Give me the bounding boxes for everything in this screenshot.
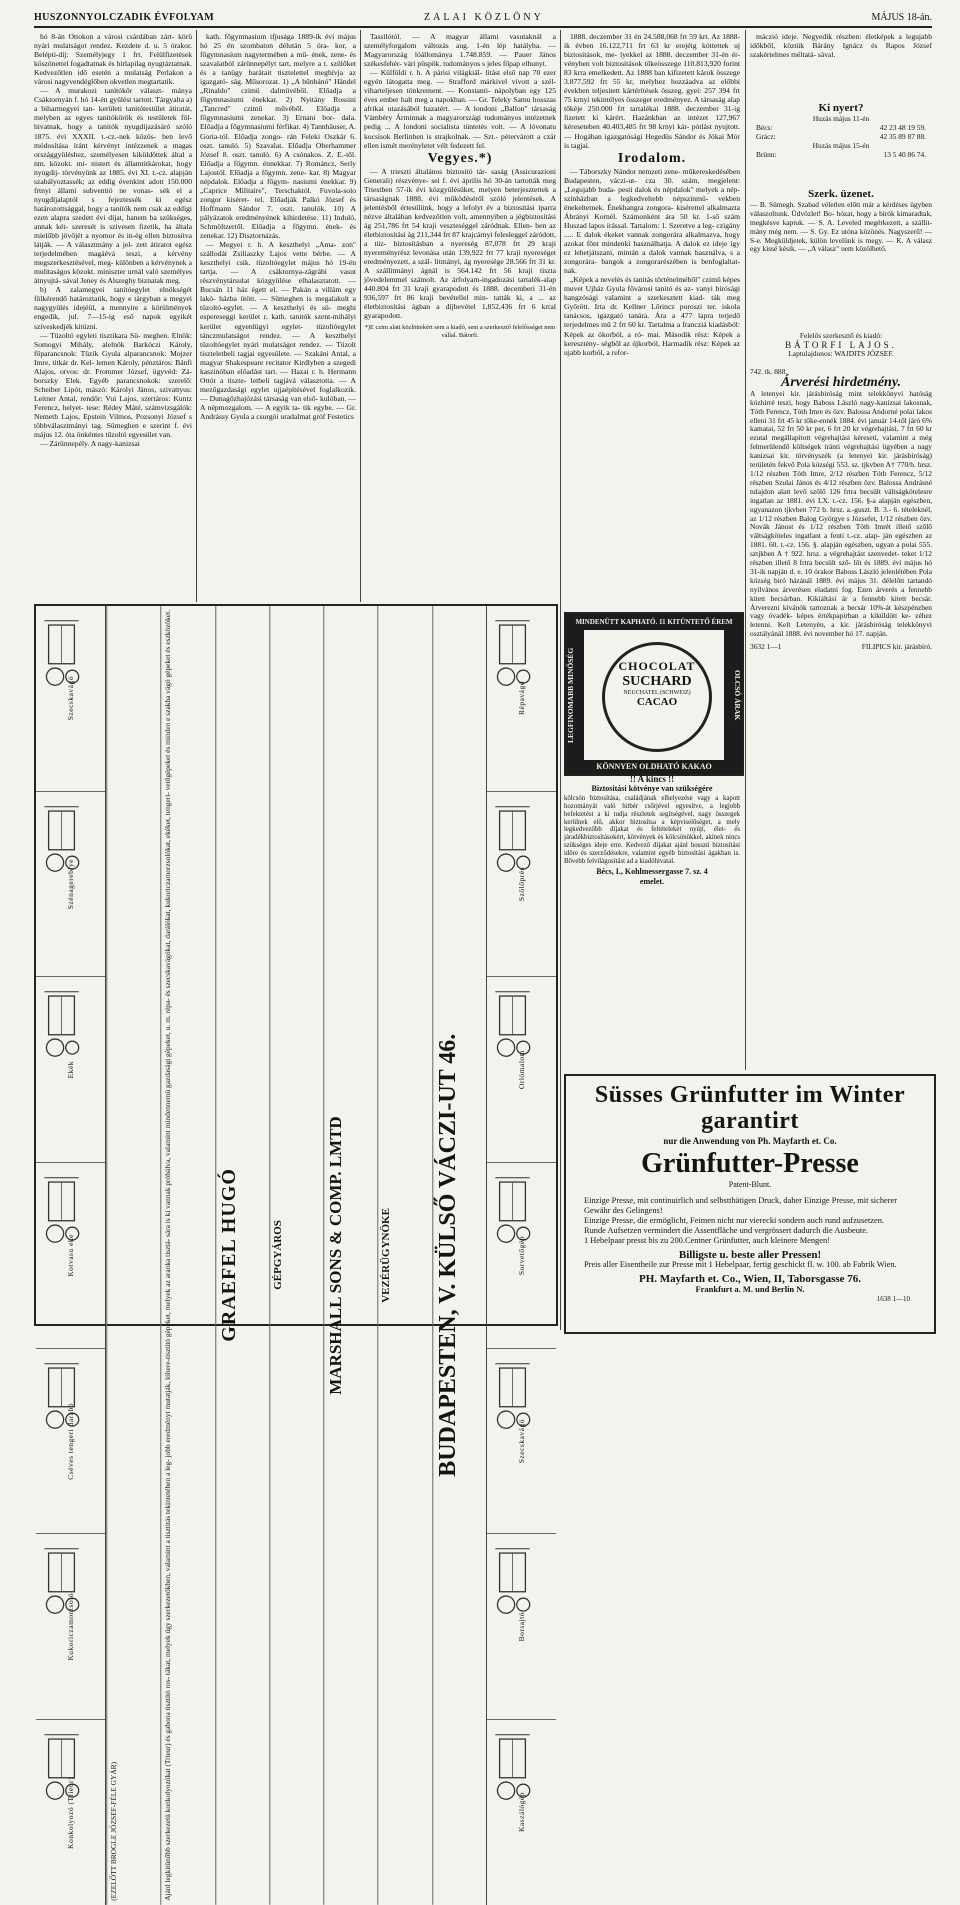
- editor-messages-body: — B. Sümegh. Szabad véletlen előtt már a kérdéses ügyben válaszoltunk. Üdvözlet! Bo- hózat, hogy a bírók kimaradtak, megkésve kaptuk. — S. A. Leveled megérkezett, a szállit- mány még nem. — S. Gy. Ez utóna közönés. Nagyszerű! — S-e. Megküldjetek, külön levelünk is megy. — K. A válasz egy kissé késik. — „A válasz" nem közölhető.: [750, 199, 932, 254]
- grun-body-4: 1 Hebelpaar presst bis zu 200.Centner Grünfutter, auch kleinere Mengen!: [584, 1236, 830, 1245]
- machine-illustration: [36, 1163, 105, 1349]
- suchard-top-banner: MINDENÜTT KAPHATÓ. 11 KITÜNTETŐ ÉREM: [566, 614, 742, 630]
- advertisement-center: [106, 606, 486, 1905]
- machine-illustration: [487, 1163, 556, 1349]
- editor-messages-title: Szerk. üzenet.: [808, 188, 874, 200]
- article-column-1: [34, 32, 192, 602]
- grun-firm: PH. Mayfarth et. Co., Wien, II, Taborsgasse 76.: [638, 1273, 862, 1285]
- issue-date: MÁJUS 18-án.: [871, 12, 932, 23]
- paragraph: — Táborszky Nándor nemzeti zene- műkereskedésében Budapesten, váczi-ut- cza 30. szám, megjelent: „Legujabb buda- pesti dalok és népdalok" melyek a nép- színházban a legkedveltebb népszinmü- vekben énekeltetnek. Énekhangra zongora- kisérettel alkalmazta Ábrányi Kornél. Számonként ára 50 kr. 1-ső szám Huszad lapos írással. Tartalom: 1. Szeretve a leg- czigány ..... E dalok ékeket vannak zongorára alkalmazva, hogy azokat fönt mindenki használhatja. A dalok ez ideje így ez lehetjátszani, mintán a dalok vannak használva, s a zongorára- bangok a zongorarészében is benfoglaltat- nak.: [564, 166, 740, 276]
- article-column-2: [200, 32, 356, 602]
- paragraph: — Külföldi r. h. A párisi világkiál- litást első nap 70 ezer egyén látogatta meg. — Strafford márkivel vívott a szél- viharteljesen tönkrement. — Konstanti- nápolyban egy 125 éves ember halt meg a napokban. — Gr. Teleky Samu hosszas afrikai utazásából hazatért. — A londoni „Ballon" társaság Vámbéry Árminnak a magyarországi tudományos intézetnek pedig ... A londoni socialista tüntetés volt. — A lóvonatu kocsisok Berlinben is strajkolnak. — Szt.- pétervárott a czár ellen ismét merényletet vélt fedezett fel.: [364, 68, 556, 150]
- machine-label: Répavágó: [517, 681, 526, 716]
- draw-row: Bécs: 42 23 48 19 59.: [756, 122, 926, 132]
- machine-label: Borsajtó: [517, 1612, 526, 1642]
- machine-illustration: [36, 606, 105, 792]
- notice-signature: 3632 1—1 FILIPICS kir. járásbíró.: [750, 642, 932, 652]
- machine-illustration: [487, 1349, 556, 1535]
- column-divider: [745, 30, 746, 1070]
- column-divider: [196, 30, 197, 602]
- article-column-3: [364, 32, 556, 602]
- section-heading-vegyes: Vegyes.*): [427, 150, 493, 166]
- lottery-title: Ki nyert?: [818, 102, 864, 114]
- machine-sketch-icon: [491, 1538, 534, 1624]
- machine-label: Szecskavágó: [517, 1418, 526, 1464]
- auction-notice: [750, 368, 932, 838]
- machine-sketch-icon: [40, 981, 83, 1067]
- insurance-ad-address: Bécs, I., Kohlmessergasse 7. sz. 4: [596, 866, 708, 876]
- editor-name: BÁTORFI LAJOS.: [785, 339, 897, 350]
- machinery-advertisement: [34, 604, 558, 1901]
- insurance-ad-title: Biztositási kötvénye van szükségére: [591, 783, 713, 793]
- machine-sketch-icon: [491, 981, 534, 1067]
- grunfutter-advertisement: [564, 1074, 936, 1334]
- grun-code: 1638 1—10: [876, 1295, 910, 1303]
- machine-illustration: [36, 977, 105, 1163]
- machine-illustration: [487, 1720, 556, 1905]
- machine-illustration: [487, 606, 556, 792]
- grun-headline: Süsses Grünfutter im Winter garantirt: [594, 1082, 906, 1134]
- machine-sketch-icon: [40, 610, 83, 696]
- paragraph: — Tüzoltó egyleti tisztikara Sü- meghen. Elnök: Somogyi Mihály, alelnök Barkóczi Károly, főparancsnok: Tüzik Gyula alparancsnok: Mojzer Imre, titkár dr. Kel- lemen Károly, pénztáros: Bánfi Alajos, orvos: dr. Frommer József, ügyvéd: Zá- borszky Elek. Egyéb parancsnokok: szerelő: Scheiber Lipót, mászó: Károlyi János, szivattyus: Leitner Antal, rendőr: Vui Lajos, szertáros: Kuntz Ferencz, helyet- tese: Rédey Máté, számvizsgálók: Nemeth Lajos, Epstein Vilmos, Pozsonyi József s többválasztmányi tag. Sümeghen e szerint f. évi május 12. óta önkéntes tűzoltó egyesület van.: [34, 330, 192, 440]
- paragraph: „Képek a nevelés és tanitás történelméből" czimü képes muvet Ujház Gyula fővárosi tanitó és az- vanyi bírósági hangzósági valamint a szerkesztett kiad- ták meg Győrött. Irta dr. Kellner Lőrincz poroszi ter. iskola tanácsos, igazgató tanára. Ára a 477 lapra terjedő terjedelmes mű 2 frt 60 kr. Tartalma a francziá kiadásból: Képek az ókorból, a ró- mai. Második rész: Képek a keresztény- ségből az újkorból, Harmadik rész: Képek az ujabb korból, a refor-: [564, 275, 740, 357]
- insurance-ad-body: kölcsön biztosítása, családjának elhelyezése vagy a kapott hozományát való hitbér csőrjével egyesítve, a legjobb befektetést a ki tudja részletek segítségével, nagy összegek kerülnek elő, akkor biztosítsa a képviselőséget, a mely legkedvezőbb díjakat és feltételeket nyújt, élet- és járadékbiztosításokért, kötvények és kölcsönökkel, akinek nincs szükséges ideje erre. Kedvező díjakat ajánl hosszú biztosítási időre és szerződésekre, valamint egyéb biztosítási ágakban is. Bővebb felvilágosítást ad a kiadóhivatal.: [564, 794, 740, 866]
- paragraph: kath. főgymnasium ifjusága 1889-ik évi május hó 25 én szombaton délután 5 óra- kor, a főgymnasium nagytermében a mű- ének, zene- és szavalatból zárünnepélyt tart, melyre a t. szülőket és a tanügy barátait tisztelettel meghívja az igazgató- ság. Műsorozat. 1) „A bűnbánó" Händel „Rinaldo" czimü dalmüvéből. Előadja a főgymnasiumi énekkar. 2) Nyitány Rossini „Tancred" czimű művéből. Előadja a főgymnasiumi zenekar. 3) Ernani bor- dala. Előadja a főgymnasiumi férfikar. 4) Tannhäuser, A. Goria-tól. Előadja zongo- rán Feleki Oszkár 6. oszt. tanuló. 5) Szavalat. Előadja Oberhammer József 8. oszt. tanuló. 6) A csónakos. Z. E.-től. Előadja a főgymn. énnekkar. 7) Románcz, Serly Lajostól. Előadja a főgymn. zene- kar. 8) Magyar népdalok. Előadja a főgym- nasiumi énekkar. 9) „Caprice Militaire", Terschaktól. Fuvola-solo zongor kiséret- tel. Előadják Palkó József és Hoffmann Sándor 7. oszt. tanulók. 10) A pályázatok eredményének kihirdetése. 11) Induló, Schmöltzertől. Előadja a főgymn. ének- és zenekar. 12) Disztornázás.: [200, 32, 356, 241]
- machine-label: Ekék: [66, 1061, 75, 1079]
- machine-sketch-icon: [491, 1353, 534, 1439]
- suchard-advertisement: [564, 612, 744, 776]
- machine-label: Szénagereblye: [66, 858, 75, 910]
- machine-label: Kotvasu eke: [66, 1234, 75, 1277]
- volume-label: HUSZONNYOLCZADIK ÉVFOLYAM: [34, 12, 215, 23]
- machine-label: Kukoriczamorzsoló: [66, 1592, 75, 1661]
- machine-sketch-icon: [40, 796, 83, 882]
- machine-sketch-icon: [40, 1167, 83, 1253]
- suchard-left-banner: LEGFINOMABB MINŐSÉG: [566, 630, 584, 760]
- paragraph: — A trieszti általános biztosító tár- saság (Assicurazioni Generali) részvénye- sei f. évi április hó 30-án tartották meg Triestben 57-ik évi közgyülésüket, melyen beterjesztettek a társaságnak 1888. évi működéséről szóló jelentések. A jelentésből értesülünk, hogy a lefolyt év a biztositási iparra nézve általában kedvezőtlen volt, amennyiben a jégbiztosítási ág 251,786 frt 54 kraji veszteséggel záródnak. Ellen- ben az életbiztosítási ág 211,344 frt 87 krajcárnyi felesleggel záródott, a tüz- biztosításban a nyereség 87,078 frt 29 kraji nyereményrész levonása után 139,922 frt 77 kraji nyereséget eredményezett, a szál- litmányi, ág nyeresége 28.566 frt 31 kr. A szállitmányi ágnál is 564.142 frt 56 kraji tiszta jövedelemmel számolt. Az árfolyam-ingadozási tartalék-alap 440.804 frt 31 kraji gyarapodott és 1888. decemberi 31-én 936,597 frt 86 kraji bevétellel min- tatták ki, a ... az életbiztosítási ágban a díjbevétel 1,852,436 frt 6 krral gyarapodott.: [364, 166, 556, 321]
- draw-date: Huzás május 15-én: [812, 140, 870, 150]
- machine-sketch-icon: [491, 1167, 534, 1253]
- paragraph: — Megyei r. h. A keszthelyi „Ama- zon" szállodát Zsiliaszky Lajos vette bérbe. — A keszthelyi csik. tüzoltóegylet május hó 19-én tartja. — A csáktornya-zágrábi vasut részvénytársulat közgyülése elhalasztatott. — Bucsán 11 ház égett el. — Pakán a villám egy lakó- házba ütött. — Sümeghen is megalakult a tüzoltó-egylet. — A keszthelyi és sü- meghi espereseggi kerület r. kath. tanitók szent-mihályi kerület egyenlügyi egylet- tüzoltóegylet tánczmulatságot rendez. — A keszthelyi tüzoltóegylet nyári mulatságot rendez. — Tüzolt tiszteletbeli tagjai egyesülete. — Szakáni Antal, a magyar Shakespeare recitator Kirdlyben a szegedi kaszinóban előadást tart. — Hazai r. h. Hermann Ottót a tiszte- letbeli tagjává választotta. — A mezőgazdasági egylet ujjaépítésével foglalkozik. — Dunagőzhajózási társaság van első- kulóban. — A népmozgalom. — A egyik ta- tik egybe. — Gr. Andrássy Gyula a csurgói uradalmat gróf Festetics: [200, 240, 356, 421]
- machine-illustration: [36, 1720, 105, 1905]
- machine-sketch-icon: [40, 1538, 83, 1624]
- section-heading-irodalom: Irodalom.: [617, 150, 687, 166]
- insurance-ad-address-2: emelet.: [639, 876, 665, 886]
- ad-agent-label: VEZÉRÜGYNÖKE: [377, 606, 431, 1905]
- machine-illustration: [36, 1534, 105, 1720]
- ad-subtitle: GÉPGYÁROS: [269, 606, 323, 1905]
- notice-title: Árverési hirdetmény.: [780, 374, 902, 390]
- grun-body-3: Runde Aufsetzen vermindert die Assentfläche und vergrössert dadurch die Ausbeute.: [584, 1226, 869, 1235]
- paragraph: máczió ideje. Negyedik részben: életképek a legujabb időkből, köztük Bárány Ignácz és Rapos József szakértelmes méltatá- sával.: [750, 32, 932, 60]
- machine-illustration: [36, 792, 105, 978]
- right-machine-column: [486, 606, 556, 1905]
- paragraph: 1888. deczember 31 én 24.588,068 frt 59 krt. Az 1888-ik évben 16.122,711 frt 63 kr erejéig köttettek uj biztositások, me- lyekkel az 1888. deczember 31-én ér- vényben volt biztositások tőkeösszege 110.813,920 forint 83 krra emelkedett. Az 1888 ban kifizetett károk összege 3.877,592 frt 55 kr, melyhez hozzáadva az előbbi években teljesitett kártérítések összeg. gyei: 257 394 frt 75 krnyi tekintélyes összeget eredményez. A társaság alap tőkéje 250.000 frt tartalékai 1888. deczember 31-ig fizetett ki kárért. Hazánkban az intézet 127,967 kéreseteben 40.403,485 frt 98 krnyi kár- pótlást nyujtott. — Hogában igazgatósági Hegedüs Sándor és Jókai Mór is tagjai.: [564, 32, 740, 150]
- paragraph: hó 8-án Ottokon a városi csárdában zárt- körü nyári mulatságot rendez. Kezdete d. u. 5 órakor. Belépti-díj: Személyjegy 1 frt. Felülfizetések köszönettel fogadtatnak és hirlapilag nyugtáztatnak. Kedvezőtlen idő esetén a mulatság Perlakon a városi nagyvendéglőben okvetlen megtartatik.: [34, 32, 192, 87]
- grun-body-1: Einzige Presse, mit continuirlich und selbstthätigen Druck, daher Einzige Presse, mit sicherer Gewähr des Gelingens!: [584, 1196, 898, 1215]
- draw-date: Huzás május 11-én: [812, 113, 870, 123]
- machine-sketch-icon: [491, 796, 534, 882]
- machine-sketch-icon: [40, 1724, 83, 1810]
- machine-sketch-icon: [491, 1724, 534, 1810]
- staff-box: [750, 332, 932, 366]
- footnote: *)E czim alatt közlöttekért sem a kiadó, sem a szerkesztő felelősséget nem vállal. Bátorfi.: [364, 324, 556, 339]
- machine-label: Sorvetőgép: [517, 1235, 526, 1275]
- machine-illustration: [36, 1349, 105, 1535]
- grun-body-5: Preis aller Eisentheile zur Presse mit 1 Hebelpaar, fertig geschickt fl. w. 100. ab Fabrik Wien.: [584, 1260, 897, 1269]
- paragraph: — Zárünnepély. A nagy-kanizsai: [40, 439, 140, 449]
- machine-illustration: [487, 792, 556, 978]
- paragraph: b) A zalamegyei tanitóegylet elnökségét fölkérendő határoztatik, hogy e tárgyban a megyei nagygyülés idejéül, a mennyire a körülmények engedik, jul. 7—15-ig eső napok egyikét szíveskedjék kitüzni.: [34, 285, 192, 331]
- ad-address: BUDAPESTEN, V. KÜLSŐ VÁCZI-UT 46.: [432, 606, 486, 1905]
- machine-label: Kaszálógép: [517, 1792, 526, 1833]
- machine-sketch-icon: [40, 1353, 83, 1439]
- grun-product-name: Grünfutter-Presse: [641, 1148, 859, 1179]
- editor-role: Felelős szerkesztő és kiadó:: [799, 331, 883, 340]
- ad-company-name: GRAEFEL HUGÓ: [215, 606, 269, 1905]
- left-machine-column: [36, 606, 106, 1905]
- machine-sketch-icon: [491, 610, 534, 696]
- grun-address: Frankfurt a. M. und Berlin N.: [695, 1284, 805, 1294]
- ad-partner-name: MARSHALL SONS & COMP. LMTD: [323, 606, 377, 1905]
- column-divider: [560, 30, 561, 1330]
- suchard-logo: CHOCOLAT SUCHARD NEUCHATEL (SCHWEIZ) CACAO: [602, 642, 712, 752]
- machine-label: Cséves tengeri darabó: [66, 1402, 75, 1480]
- notice-body: A letenyei kir. járásbiróság mint telekkönyvi hatóság közhírré teszi, hogy Baboss László nagy-kanizsai lakosnak, Tóth Ferencz, Tóth Imre és özv. Balossa Andorné polai lakos elleni 31 frt 45 kr tőke-ennék 1884. évi január 14-től járó 6% kamatai, 52 frt 50 kr per, 6 frt 20 kr végrehajtási, 7 frt 60 kr ezutal megállapított végrehajtási kéreseti, valamint a még felmerülendő költségek iránti végrehajtási ügyében a nagy kanizsai kir. törvényszék (a letenyei kir. járásbiróság) területén fekvő Pola községi 553. sz. tjkvben A† 770/b. hrsz. 1/12 részben Tóth Imre, 2/12 részben Tóth Ferencz, 5/12 részben Szulai János és 4/12 részben özv. Balossa Andrásné tulajdon alatt levő szőlő 126 frtra becsült váltságkötelesre ingatlan az 1881. évi LX. t.-cz. 156. §-a alapján egészben, ugyanazon tjkvben 772 b. hrsz. a.-guszt. B. 3.- 6. tételeknél, az 1/12 részben Balog Györgye s Józsefet, 1/12 részben özv. Novák Jánost és 1/12 részben Tóth Imrét illető szőlő váltságköteles ingatlant a fenti t.-cz. alap- ján egészben az 1881. 60. t.-cz. 156. §. alapján egészben, ugyan a polai 555. sztjkben A † 922. hrsz. a végrehajtást szenvedet- teket 1/12 részben illető 8 frtra becsült sző- lőt és 1889. évi május hó 31-ik napján d. e. 10 órakor Baboss László jelenlétében Pola község biró házánál 1889. évi május 31. délelőtt tartandó nyilvános árverésen eladatni fog. Ezen árverés a fennebb kitett becsárban. Kikiáltási ár a fennebb kitett becsár. Árverezni kívánók tartoznak a becsár 10%-át készpénzben vagy óvadék- képes értékpapírban a kiküldött ke- zéhez letenni. Kelt Letenyén, a kir. járásbiróság telekkönyvi osztályánál 1888. évi november hó 17. napján.: [750, 388, 932, 639]
- grun-slogan: Billigste u. beste aller Pressen!: [678, 1249, 822, 1261]
- article-column-4: [564, 32, 740, 602]
- notice-number: 742. tk. 888.: [750, 367, 788, 376]
- draw-row: Brünn: 13 5 40 86 74.: [756, 149, 926, 159]
- masthead: [34, 10, 932, 28]
- lottery-results: [750, 104, 932, 186]
- ad-small-note: (EZELŐTT BROGLE JÓZSEF-FÉLE GYÁR): [106, 606, 160, 1905]
- machine-label: Szőlőprés: [517, 866, 526, 902]
- paragraph: Tassilótól. — A magyar állami vasutaknál a személyforgalom változás aug. 1-én lép hatályba. — Magyarország lóállománya 1.748.859. — Pauer János székesfehér- vári püspök. tudományos s jeles főpap elhunyt.: [364, 32, 556, 69]
- owner-line: Laptulajdonos: WAJDITS JÓZSEF.: [788, 348, 894, 358]
- draw-row: Grácz: 42 35 89 87 88.: [756, 131, 926, 141]
- grun-body-2: Einzige Presse, die ermöglicht, Feimen nicht nur vierecki sondern auch rund aufzusetzen.: [584, 1216, 885, 1225]
- ad-text-left: Ajánl legkitünőbb szerkezetü konkolyozókat (Trieur) és gabona tisztító ros- tákat, melyek úgy szerkezetökben, valamint a tisztitás tekintetében a leg- jobb eredményt mutatják, lóhere-tisztító gépeket, melyek az aranka tisztá- sára is ki vannak próbálva, valamint mindennemü gazdasági gépeket, u. m. répa- és szecskavágókat, darálókat, kukoriczamorzsolókat, ekéket, tengeri- vetőgépeket és minden e szakba vágó gépeket és eszközöket.: [160, 606, 214, 1905]
- machine-label: Konkolyozó (Trieur): [66, 1776, 75, 1849]
- grun-patent: Patent-Blunt.: [728, 1180, 772, 1189]
- newspaper-title: ZALAI KÖZLÖNY: [424, 12, 544, 23]
- insurance-ad-top: !! A kincs !!: [629, 774, 675, 784]
- machine-illustration: [487, 977, 556, 1163]
- machine-label: Orlómalom: [517, 1050, 526, 1090]
- grun-subheadline: nur die Anwendung von Ph. Mayfarth et. Co.: [663, 1136, 837, 1146]
- machine-illustration: [487, 1534, 556, 1720]
- machine-label: Szecskavágó: [66, 676, 75, 721]
- insurance-advertisement: [564, 776, 740, 966]
- suchard-right-banner: OLCSÓ ÁRAK: [724, 630, 742, 760]
- suchard-bottom-banner: KÖNNYEN OLDHATÓ KAKAO: [566, 760, 742, 774]
- paragraph: — A murakozi tanitókör választ- mánya Csáktornyán f. hó 14-én gyülést tartott. Tárgyalta a) a biharmegyei tan- kerületi tanitótestület átiratát, melyben az egyes tanitókörök és testületek föl- hivatnak, hogy a tanitók nyugdijazásáró szóló 1875. évi XXXII. t.-cz.-nek közös- ben levő módosítása iránt kérvényt intézzenek a magas országgyüléshez, személyesen kiküldöttek által a nm. közokt. mi- nistert és államtitkárokat, hogy nyugdij- törvényünk az 1885. évi XI. t.-cz. alapján szabályoztassék; az eddig évenkint adott 150.000 frtnyi állami subventió ne vonas- sék el a nyugdíjalaptól s fejeztessék ki egész határozottsággal, hogy a tanítók nem csak az eddigi ezen alapra szedett évi dijat, hanem ba szükséges, annak két- szeresét is szivesen fizetik, ha általa mielőbb jövőjét a nyomor és in-ég ellen biztosítva látják. — A választmány a jel- zett átiratot egész terjedelmében magáévá teszi, a kérvény megszerkesztésével, meg- különben a kérvénynek a mulitaságos közokt. miniszter urnál való személyes átnyujtá- sával Jeney és Alszeghy biznatak meg.: [34, 86, 192, 286]
- editor-messages: [750, 190, 932, 330]
- column-divider: [360, 30, 361, 602]
